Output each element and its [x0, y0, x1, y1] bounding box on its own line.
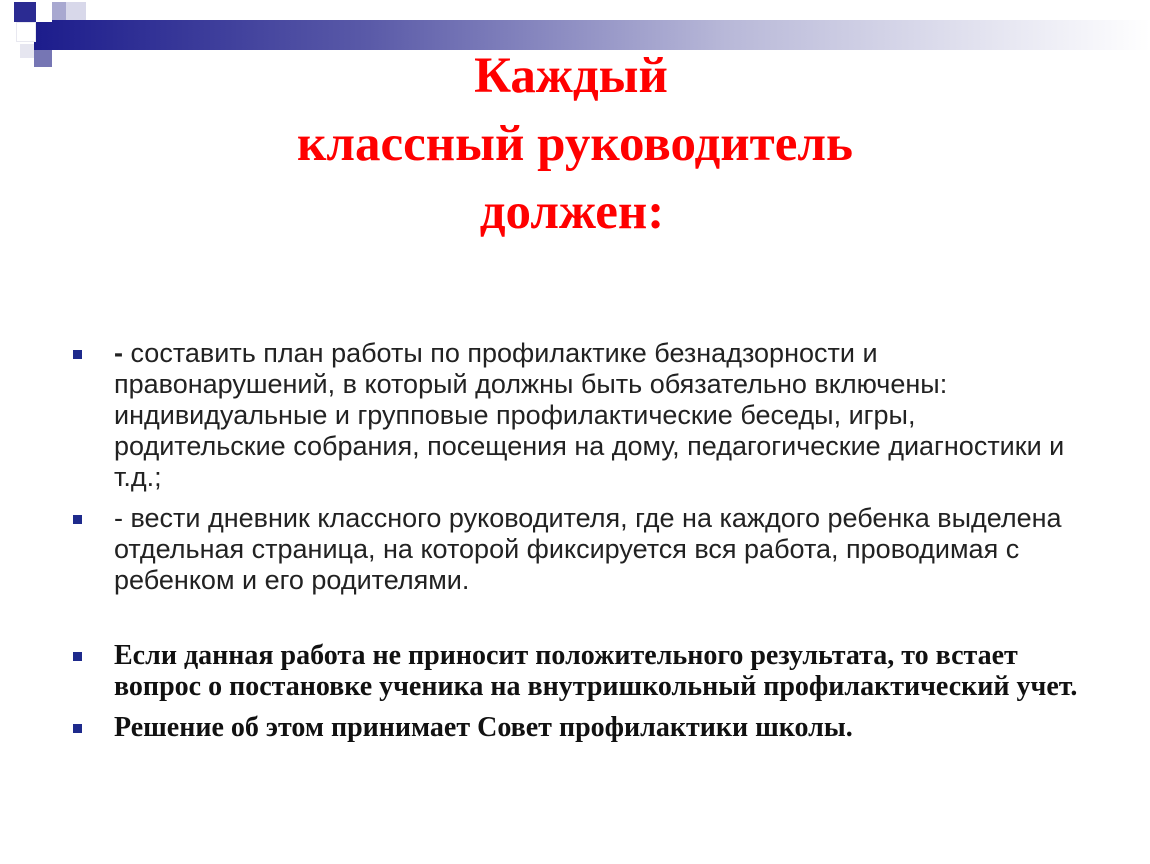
item-text: - вести дневник классного руководителя, где на каждого ребенка выделена отдельная страница, на которой фиксируется вся работа, проводимая с ребенком и его родителями.: [114, 503, 1062, 595]
bullet-list: [70, 338, 1080, 743]
square-bullet-icon: [73, 515, 82, 524]
list-item: [70, 640, 1080, 702]
list-item: [70, 338, 1080, 493]
title-line-2: классный руководитель: [297, 116, 853, 172]
decor-square-icon: [14, 2, 36, 22]
item-dash: -: [114, 338, 123, 368]
list-item: [70, 712, 1080, 743]
decor-square-icon: [16, 22, 36, 42]
slide-title: [0, 42, 1150, 246]
title-line-1: Каждый: [474, 48, 668, 104]
decor-square-icon: [66, 2, 86, 20]
decor-square-icon: [36, 2, 52, 22]
square-bullet-icon: [73, 724, 82, 733]
item-text: Если данная работа не приносит положительного результата, то встает вопрос о постановке ученика на внутришкольный профилактический учет.: [114, 640, 1078, 702]
item-text: Решение об этом принимает Совет профилактики школы.: [114, 712, 853, 743]
square-bullet-icon: [73, 652, 82, 661]
title-line-3: должен:: [479, 184, 665, 240]
list-item: [70, 503, 1080, 596]
item-text: составить план работы по профилактике безнадзорности и правонарушений, в который должны быть обязательно включены: индивидуальные и групповые профилактические беседы, игры, родительские собрания, посещения на дому, педагогические диагностики и т.д.;: [114, 338, 1065, 492]
square-bullet-icon: [73, 350, 82, 359]
